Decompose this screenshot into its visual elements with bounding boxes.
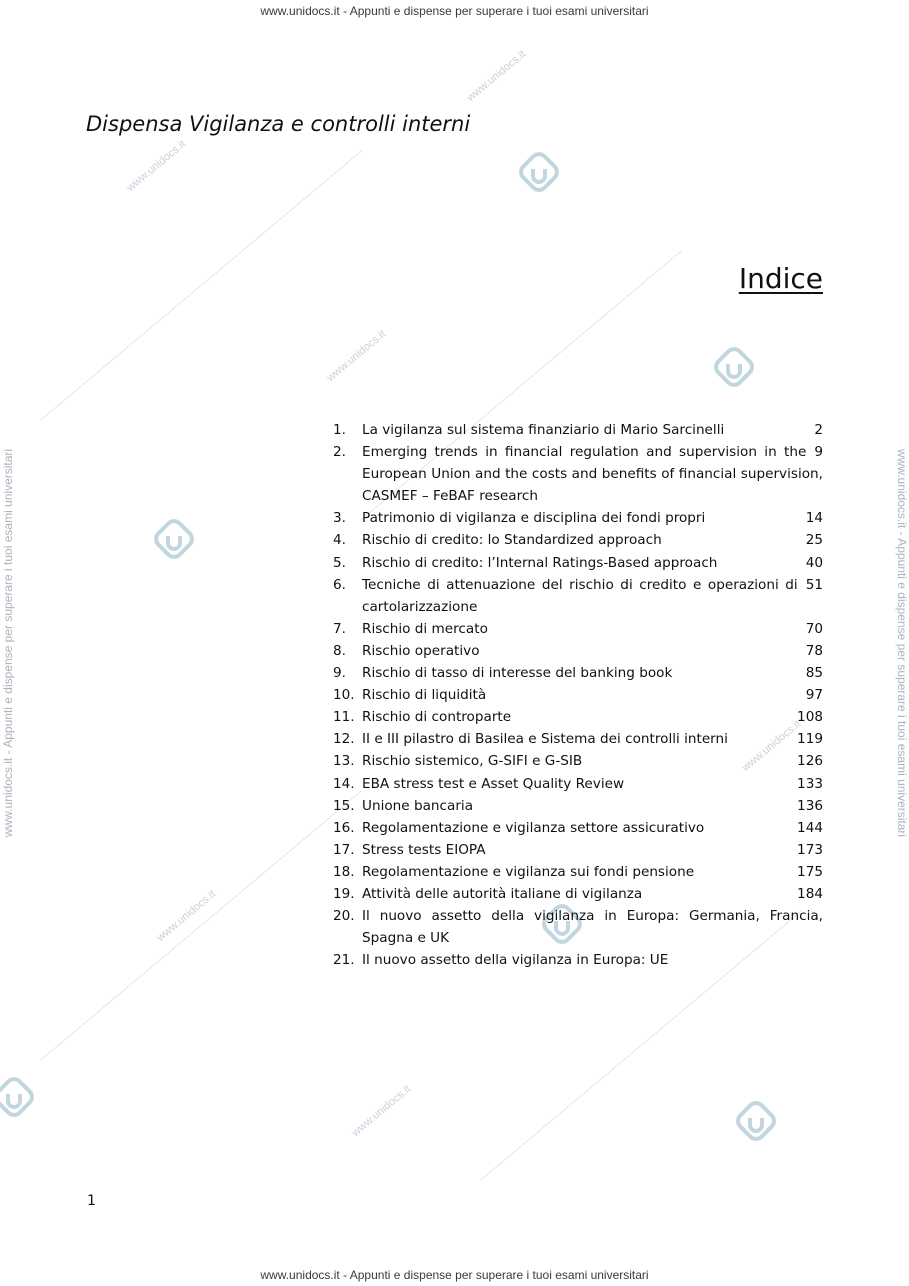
toc-entry-title: Regolamentazione e vigilanza settore assicurativo [362,819,705,836]
toc-entry-body [362,529,823,551]
toc-entry-number: 4. [333,532,346,549]
page-number: 1 [87,1193,96,1209]
toc-entry-body [362,773,823,795]
toc-entry-title: Rischio operativo [362,642,480,659]
toc-entry [333,574,823,618]
toc-entry-body [362,750,823,772]
toc-entry-body [362,706,823,728]
toc-entry-body [362,905,823,949]
toc-entry [333,507,823,529]
unidocs-logo-icon [732,1097,780,1145]
toc-entry-number: 20. [333,908,355,925]
unidocs-logo-icon [515,148,563,196]
toc-entry-page: 85 [805,665,823,682]
toc-entry [333,839,823,861]
watermark-header: www.unidocs.it - Appunti e dispense per superare i tuoi esami universitari [260,4,649,18]
toc-entry [333,684,823,706]
toc-entry-page: 51 [805,576,823,593]
toc-entry-body [362,883,823,905]
toc-entry-title: Patrimonio di vigilanza e disciplina dei fondi propri [362,510,706,527]
toc-entry-title: Emerging trends in financial regulation and supervision in the European Union and the costs and benefits of financial supervision, CASMEF – FeBAF research [362,444,823,505]
table-of-contents [333,419,823,971]
toc-entry-number: 8. [333,642,346,659]
toc-entry-number: 17. [333,841,355,858]
toc-entry-number: 7. [333,620,346,637]
toc-entry-page: 25 [805,532,823,549]
toc-entry-title: Regolamentazione e vigilanza sui fondi pensione [362,863,695,880]
toc-entry-title: Rischio di mercato [362,620,488,637]
toc-entry-page: 119 [797,731,823,748]
toc-entry-body [362,441,823,507]
watermark-side-left: www.unidocs.it - Appunti e dispense per superare i tuoi esami universitari [1,448,15,838]
watermark-footer: www.unidocs.it - Appunti e dispense per superare i tuoi esami universitari [260,1268,649,1282]
watermark-domain: www.unidocs.it [464,48,529,104]
toc-entry-body [362,552,823,574]
toc-entry-page: 78 [805,642,823,659]
watermark-line [40,150,362,421]
toc-entry-body [362,640,823,662]
toc-entry-body [362,949,823,971]
toc-entry [333,861,823,883]
toc-entry-title: Rischio di liquidità [362,687,487,704]
toc-entry [333,728,823,750]
toc-entry-body [362,728,823,750]
toc-entry-page: 133 [797,775,823,792]
toc-entry-title: Unione bancaria [362,797,474,814]
toc-entry-body [362,419,823,441]
toc-entry-body [362,574,823,618]
toc-entry-body [362,795,823,817]
toc-entry-number: 13. [333,753,355,770]
index-heading: Indice [738,262,823,295]
toc-entry [333,529,823,551]
toc-entry-body [362,507,823,529]
toc-entry [333,640,823,662]
toc-entry-number: 21. [333,952,355,969]
watermark-domain: www.unidocs.it [154,888,219,944]
document-title: Dispensa Vigilanza e controlli interni [86,112,471,136]
toc-entry-title: Il nuovo assetto della vigilanza in Europa: Germania, Francia, Spagna e UK [362,908,823,947]
toc-entry-body [362,618,823,640]
toc-entry-page: 70 [805,620,823,637]
toc-entry-number: 15. [333,797,355,814]
watermark-domain: www.unidocs.it [124,138,189,194]
toc-entry-title: Rischio di credito: lo Standardized approach [362,532,662,549]
toc-entry-page: 144 [797,819,823,836]
toc-entry-number: 19. [333,885,355,902]
toc-entry-number: 12. [333,731,355,748]
toc-entry-title: Rischio di credito: l’Internal Ratings-Based approach [362,554,718,571]
toc-entry [333,706,823,728]
toc-entry [333,419,823,441]
toc-entry-title: Rischio sistemico, G-SIFI e G-SIB [362,753,583,770]
toc-entry [333,662,823,684]
toc-entry [333,618,823,640]
watermark-domain: www.unidocs.it [349,1083,414,1139]
unidocs-logo-icon [710,343,758,391]
toc-entry-body [362,684,823,706]
toc-entry [333,773,823,795]
unidocs-logo-icon [150,515,198,563]
toc-entry-title: Tecniche di attenuazione del rischio di credito e operazioni di cartolarizzazione [362,576,798,615]
toc-entry-number: 16. [333,819,355,836]
toc-entry-title: Il nuovo assetto della vigilanza in Europa: UE [362,952,669,969]
unidocs-logo-icon [0,1073,38,1121]
toc-entry-title: La vigilanza sul sistema finanziario di Mario Sarcinelli [362,422,725,438]
watermark-domain: www.unidocs.it [739,718,804,774]
toc-entry-number: 14. [333,775,355,792]
toc-entry-number: 5. [333,554,346,571]
toc-entry-page: 108 [797,709,823,726]
toc-entry-number: 3. [333,510,346,527]
toc-entry [333,441,823,507]
toc-entry-number: 2. [333,444,346,461]
toc-entry-page: 175 [797,863,823,880]
toc-entry-body [362,861,823,883]
toc-entry-title: Attività delle autorità italiane di vigilanza [362,885,643,902]
toc-entry-body [362,839,823,861]
toc-entry-page: 14 [805,510,823,527]
toc-entry-page: 40 [805,554,823,571]
watermark-domain: www.unidocs.it [324,328,389,384]
toc-entry-title: Rischio di controparte [362,709,512,726]
toc-entry-page: 97 [805,687,823,704]
toc-entry [333,905,823,949]
toc-entry-title: II e III pilastro di Basilea e Sistema dei controlli interni [362,731,728,748]
toc-entry-page: 173 [797,841,823,858]
toc-entry-page: 184 [797,885,823,902]
toc-entry [333,817,823,839]
toc-entry-page: 136 [797,797,823,814]
toc-entry-number: 1. [333,422,346,438]
toc-entry-title: Rischio di tasso di interesse del banking book [362,665,673,682]
toc-entry [333,552,823,574]
toc-entry-number: 18. [333,863,355,880]
toc-entry-body [362,817,823,839]
toc-entry-page: 126 [797,753,823,770]
toc-entry [333,883,823,905]
toc-entry [333,750,823,772]
toc-entry-number: 9. [333,665,346,682]
toc-entry-page: 2 [814,422,823,438]
toc-entry-number: 11. [333,709,355,726]
toc-entry-number: 10. [333,687,355,704]
watermark-side-right: www.unidocs.it - Appunti e dispense per superare i tuoi esami universitari [895,448,909,838]
toc-entry [333,795,823,817]
toc-entry-title: Stress tests EIOPA [362,841,486,858]
toc-entry-title: EBA stress test e Asset Quality Review [362,775,625,792]
toc-entry [333,949,823,971]
toc-entry-body [362,662,823,684]
toc-entry-number: 6. [333,576,346,593]
toc-entry-page: 9 [814,444,823,461]
watermark-line [40,790,362,1061]
